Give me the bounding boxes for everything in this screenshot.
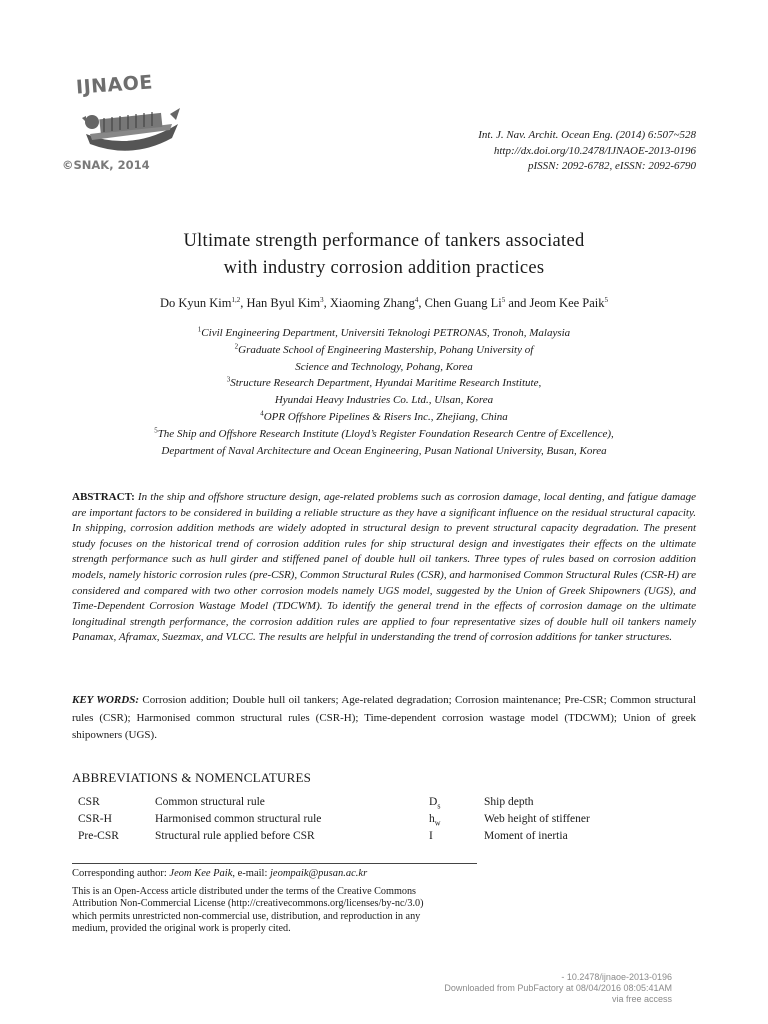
license-line: medium, provided the original work is properly cited. <box>72 923 291 935</box>
author-affiliation-mark: 5 <box>604 295 609 304</box>
author-name: Xiaoming Zhang <box>329 296 415 310</box>
author-affiliation-mark: 3 <box>320 295 324 304</box>
affiliation-line: $^5$The Ship and Offshore Research Institute (Lloyd’s Register Foundation Research Centre of Excellence), <box>154 426 614 440</box>
stamp-downloaded: Downloaded from PubFactory at 08/04/2016 08:05:41AM <box>444 983 672 994</box>
author-name: Han Byul Kim <box>246 296 321 310</box>
corresponding-author <box>72 868 367 879</box>
abstract <box>72 490 696 646</box>
corr-email-link[interactable]: jeompaik@pusan.ac.kr <box>270 868 368 879</box>
doi-link[interactable]: http://dx.doi.org/10.2478/IJNAOE-2013-0196 <box>493 144 696 157</box>
paper-title <box>0 228 768 282</box>
license-line: This is an Open-Access article distributed under the terms of the Creative Commons <box>72 886 417 897</box>
affiliation-line: Hyundai Heavy Industries Co. Ltd., Ulsan, Korea <box>274 394 494 407</box>
footnote-divider <box>72 863 477 864</box>
symbol-meaning: Ship depth <box>484 796 534 808</box>
affiliation-line: Science and Technology, Pohang, Korea <box>295 360 473 373</box>
corr-name: Jeom Kee Paik <box>169 868 233 879</box>
affiliation-line: $^4$OPR Offshore Pipelines & Risers Inc., Zhejiang, China <box>260 409 508 423</box>
corr-prefix: Corresponding author: <box>72 868 170 879</box>
affiliation-line: $^2$Graduate School of Engineering Mastership, Pohang University of <box>234 342 534 356</box>
affiliation-mark: 2 <box>234 342 239 351</box>
author-name: Jeom Kee Paik <box>529 296 605 310</box>
abbreviation: CSR <box>78 796 100 808</box>
issn-line: pISSN: 2092-6782, eISSN: 2092-6790 <box>527 160 696 172</box>
abstract-text: In the ship and offshore structure design, age-related problems such as corrosion damage, local denting, and fatigue damage are important factors to be considered in building a reliable structure as they have a significant influence on the residual structural capacity. In shipping, corrosion addition methods are widely adopted in structural design to prevent structural capacity degradation. The present study focuses on the historical trend of corrosion addition rules for ship structural design and investigates their effects on the ultimate strength performance such as hull girder and stiffened panel of double hull oil tankers. Three types of rules based on corrosion addition models, namely historic corrosion rules (pre-CSR), Common Structural Rules (CSR), and harmonised Common Structural Rules (CSR-H) are considered and compared with two other corrosion models namely UGS model, suggested by the Union of Greek Shipowners (UGS), and Time-Dependent Corrosion Wastage Model (TDCWM). To identify the general trend in the effects of corrosion damage on the ultimate longitudinal strength performance, the corrosion addition rules are applied to four representative sizes of double hull oil tankers namely Panamax, Aframax, Suezmax, and VLCC. The results are helpful in understanding the trend of corrosion additions for tanker structures. <box>72 491 696 644</box>
logo-text: IJNAOE <box>75 71 154 99</box>
affiliation-mark: 5 <box>154 426 158 435</box>
symbol-subscript: s <box>437 801 441 811</box>
abbreviation-meaning: Harmonised common structural rule <box>155 813 322 825</box>
affiliation-line: Department of Naval Architecture and Ocean Engineering, Pusan National University, Busan, Korea <box>161 444 607 457</box>
affiliation-line: $^1$Civil Engineering Department, Universiti Teknologi PETRONAS, Tronoh, Malaysia <box>197 325 571 339</box>
ship-icon <box>82 94 182 158</box>
abbreviation: CSR-H <box>78 813 112 825</box>
symbol-meaning: Moment of inertia <box>484 830 568 842</box>
author-affiliation-mark: 1,2 <box>231 295 241 304</box>
affiliation-mark: 1 <box>197 325 202 334</box>
affiliation-mark: 4 <box>260 409 264 418</box>
abbreviation: Pre-CSR <box>78 830 119 842</box>
symbol: I <box>429 830 433 842</box>
symbol: $h_w$ <box>429 813 441 828</box>
download-stamp <box>444 972 672 1006</box>
author-affiliation-mark: 5 <box>501 295 506 304</box>
title-line-1: Ultimate strength performance of tankers associated <box>183 231 585 251</box>
symbol-meaning: Web height of stiffener <box>484 813 590 825</box>
symbol-subscript: w <box>434 818 441 828</box>
keywords <box>72 692 696 745</box>
citation-line: Int. J. Nav. Archit. Ocean Eng. (2014) 6:507~528 <box>478 129 696 141</box>
author-name: Do Kyun Kim <box>159 296 232 310</box>
title-line-2: with industry corrosion addition practices <box>223 258 545 278</box>
author-affiliation-mark: 4 <box>414 295 419 304</box>
corr-mid: , e-mail: <box>232 868 271 879</box>
logo-copyright: ©SNAK, 2014 <box>62 158 150 172</box>
license-line: Attribution Non-Commercial License (http://creativecommons.org/licenses/by-nc/3.0) <box>72 898 424 910</box>
affiliation-mark: 3 <box>226 375 231 384</box>
affiliation-list <box>0 325 768 459</box>
keywords-text: Corrosion addition; Double hull oil tankers; Age-related degradation; Corrosion maintenance; Pre-CSR; Common structural rules (CSR); Harmonised common structural rules (CSR-H); Time-dependent corrosion wastage model (TDCWM); Union of greek shipowners (UGS). <box>72 694 696 741</box>
keywords-label: KEY WORDS: <box>72 694 139 706</box>
abstract-label: ABSTRACT: <box>72 491 135 503</box>
author-name: Chen Guang Li <box>424 296 502 310</box>
stamp-access: via free access <box>611 994 672 1005</box>
abbreviation-meaning: Common structural rule <box>155 796 265 808</box>
journal-info <box>478 128 696 175</box>
stamp-doi: - 10.2478/ijnaoe-2013-0196 <box>561 972 672 982</box>
author-list: Do Kyun Kim$^{1,2}$, Han Byul Kim$^3$, Xiaoming Zhang$^4$, Chen Guang Li$^5$ and Jeom Kee Paik$^5$ <box>159 295 609 310</box>
journal-logo <box>62 71 182 174</box>
license-line: which permits unrestricted non-commercial use, distribution, and reproduction in any <box>72 910 421 922</box>
affiliation-line: $^3$Structure Research Department, Hyundai Maritime Research Institute, <box>226 375 542 390</box>
symbol: $D_s$ <box>429 796 441 811</box>
abbreviations-heading: ABBREVIATIONS & NOMENCLATURES <box>72 770 312 785</box>
license-note <box>72 886 482 936</box>
abbreviation-meaning: Structural rule applied before CSR <box>155 830 315 842</box>
